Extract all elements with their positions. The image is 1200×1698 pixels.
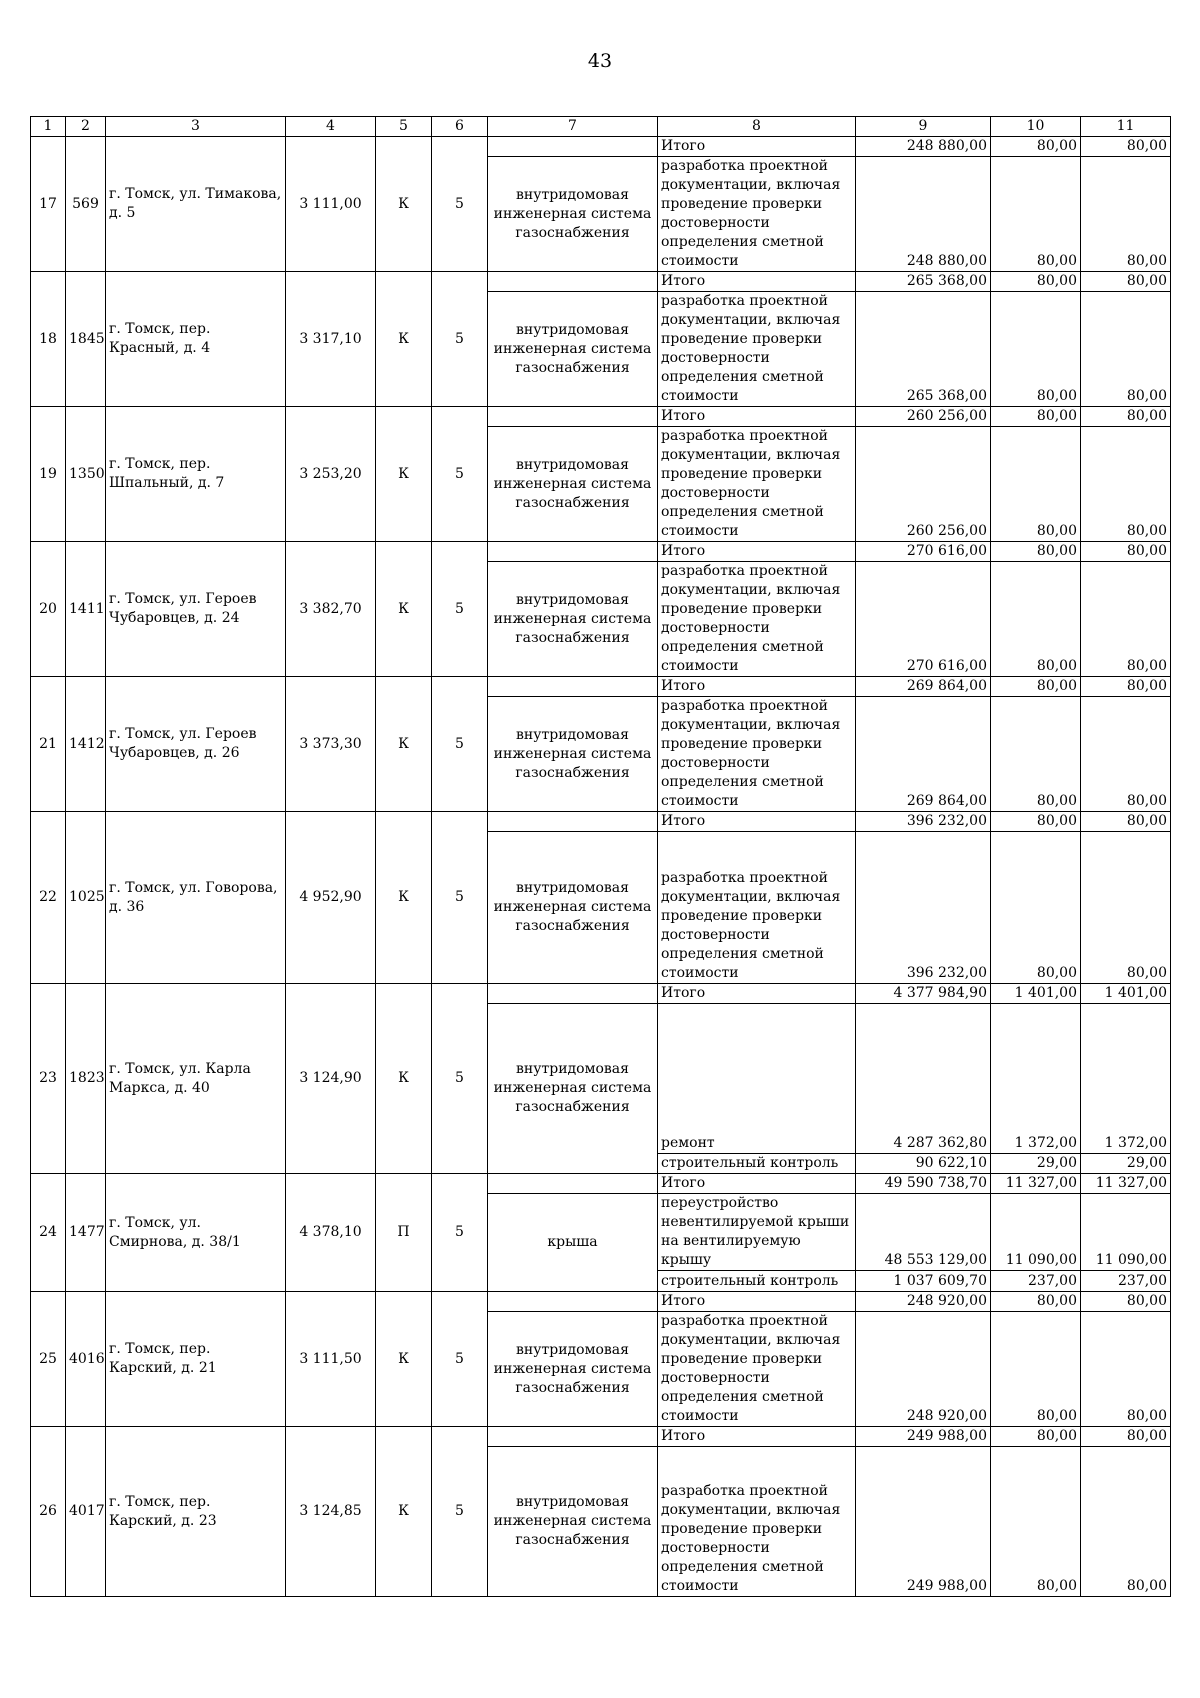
work-description: разработка проектной документации, включая проведение проверки достоверности определения сметной стоимости	[658, 1312, 856, 1427]
object-floors: 5	[432, 677, 488, 812]
work-col11: 80,00	[1081, 427, 1171, 542]
total-col11: 80,00	[1081, 1292, 1171, 1312]
column-number-11: 11	[1081, 117, 1171, 137]
object-floors: 5	[432, 812, 488, 984]
total-col10: 11 327,00	[991, 1174, 1081, 1194]
object-address: г. Томск, пер. Карский, д. 21	[106, 1292, 286, 1427]
object-address: г. Томск, пер. Красный, д. 4	[106, 272, 286, 407]
object-address: г. Томск, ул. Смирнова, д. 38/1	[106, 1174, 286, 1292]
total-col10: 80,00	[991, 137, 1081, 157]
work-col10: 80,00	[991, 1447, 1081, 1597]
work-cost: 248 920,00	[856, 1312, 991, 1427]
object-type: К	[376, 984, 432, 1174]
object-total-row	[31, 272, 1171, 292]
row-number: 23	[31, 984, 66, 1174]
work-col11: 80,00	[1081, 1447, 1171, 1597]
work-cost: 4 287 362,80	[856, 1004, 991, 1154]
total-col11: 80,00	[1081, 407, 1171, 427]
total-col11: 80,00	[1081, 137, 1171, 157]
system-name: внутридомовая инженерная система газоснабжения	[488, 427, 658, 542]
system-blank-cell	[488, 1427, 658, 1447]
column-number-10: 10	[991, 117, 1081, 137]
total-col11: 80,00	[1081, 677, 1171, 697]
object-floors: 5	[432, 542, 488, 677]
system-blank-cell	[488, 137, 658, 157]
work-cost: 270 616,00	[856, 562, 991, 677]
total-col10: 80,00	[991, 812, 1081, 832]
object-code: 1845	[66, 272, 106, 407]
total-cost: 260 256,00	[856, 407, 991, 427]
object-area: 3 111,00	[286, 137, 376, 272]
row-number: 19	[31, 407, 66, 542]
work-description: строительный контроль	[658, 1154, 856, 1174]
work-description: разработка проектной документации, включая проведение проверки достоверности определения сметной стоимости	[658, 562, 856, 677]
object-area: 3 124,90	[286, 984, 376, 1174]
total-col11: 80,00	[1081, 542, 1171, 562]
total-label: Итого	[658, 137, 856, 157]
object-total-row	[31, 407, 1171, 427]
work-col10: 80,00	[991, 1312, 1081, 1427]
total-col11: 80,00	[1081, 1427, 1171, 1447]
column-number-3: 3	[106, 117, 286, 137]
object-type: К	[376, 812, 432, 984]
object-total-row	[31, 137, 1171, 157]
object-type: К	[376, 677, 432, 812]
column-number-2: 2	[66, 117, 106, 137]
work-description: переустройство невентилируемой крыши на вентилируемую крышу	[658, 1194, 856, 1271]
object-address: г. Томск, ул. Тимакова, д. 5	[106, 137, 286, 272]
work-description: разработка проектной документации, включая проведение проверки достоверности определения сметной стоимости	[658, 1447, 856, 1597]
row-number: 26	[31, 1427, 66, 1597]
work-col10: 80,00	[991, 157, 1081, 272]
object-area: 3 382,70	[286, 542, 376, 677]
total-col11: 1 401,00	[1081, 984, 1171, 1004]
system-name: внутридомовая инженерная система газоснабжения	[488, 697, 658, 812]
object-code: 1412	[66, 677, 106, 812]
work-col11: 80,00	[1081, 1312, 1171, 1427]
work-col10: 80,00	[991, 697, 1081, 812]
header-row	[31, 117, 1171, 137]
system-name: внутридомовая инженерная система газоснабжения	[488, 292, 658, 407]
system-blank-cell	[488, 542, 658, 562]
object-code: 1350	[66, 407, 106, 542]
object-address: г. Томск, ул. Героев Чубаровцев, д. 26	[106, 677, 286, 812]
object-address: г. Томск, ул. Героев Чубаровцев, д. 24	[106, 542, 286, 677]
total-cost: 249 988,00	[856, 1427, 991, 1447]
work-description: разработка проектной документации, включая проведение проверки достоверности определения сметной стоимости	[658, 697, 856, 812]
total-label: Итого	[658, 1174, 856, 1194]
total-cost: 265 368,00	[856, 272, 991, 292]
total-col10: 80,00	[991, 542, 1081, 562]
object-floors: 5	[432, 272, 488, 407]
object-address: г. Томск, пер. Шпальный, д. 7	[106, 407, 286, 542]
system-blank-cell	[488, 984, 658, 1004]
object-code: 1411	[66, 542, 106, 677]
column-number-9: 9	[856, 117, 991, 137]
work-col10: 237,00	[991, 1271, 1081, 1292]
row-number: 18	[31, 272, 66, 407]
system-blank-cell	[488, 812, 658, 832]
work-cost: 396 232,00	[856, 832, 991, 984]
work-cost: 260 256,00	[856, 427, 991, 542]
object-area: 3 373,30	[286, 677, 376, 812]
total-col11: 80,00	[1081, 272, 1171, 292]
system-name: крыша	[488, 1194, 658, 1292]
repair-plan-table	[30, 116, 1171, 1597]
work-cost: 1 037 609,70	[856, 1271, 991, 1292]
total-cost: 270 616,00	[856, 542, 991, 562]
system-name: внутридомовая инженерная система газоснабжения	[488, 157, 658, 272]
work-col10: 80,00	[991, 292, 1081, 407]
total-col11: 11 327,00	[1081, 1174, 1171, 1194]
object-total-row	[31, 1427, 1171, 1447]
object-total-row	[31, 812, 1171, 832]
row-number: 21	[31, 677, 66, 812]
object-floors: 5	[432, 984, 488, 1174]
work-col10: 80,00	[991, 832, 1081, 984]
object-area: 3 317,10	[286, 272, 376, 407]
total-col10: 1 401,00	[991, 984, 1081, 1004]
total-col11: 80,00	[1081, 812, 1171, 832]
object-area: 3 253,20	[286, 407, 376, 542]
system-blank-cell	[488, 677, 658, 697]
object-address: г. Томск, ул. Карла Маркса, д. 40	[106, 984, 286, 1174]
work-cost: 90 622,10	[856, 1154, 991, 1174]
object-area: 3 124,85	[286, 1427, 376, 1597]
object-total-row	[31, 984, 1171, 1004]
total-cost: 396 232,00	[856, 812, 991, 832]
object-total-row	[31, 677, 1171, 697]
work-description: разработка проектной документации, включая проведение проверки достоверности определения сметной стоимости	[658, 292, 856, 407]
row-number: 22	[31, 812, 66, 984]
total-col10: 80,00	[991, 272, 1081, 292]
object-floors: 5	[432, 407, 488, 542]
system-blank-cell	[488, 407, 658, 427]
object-type: К	[376, 137, 432, 272]
total-label: Итого	[658, 1292, 856, 1312]
work-col11: 1 372,00	[1081, 1004, 1171, 1154]
object-area: 4 378,10	[286, 1174, 376, 1292]
object-total-row	[31, 542, 1171, 562]
total-col10: 80,00	[991, 407, 1081, 427]
object-code: 569	[66, 137, 106, 272]
object-code: 1823	[66, 984, 106, 1174]
total-label: Итого	[658, 812, 856, 832]
work-col11: 80,00	[1081, 292, 1171, 407]
object-type: К	[376, 542, 432, 677]
total-cost: 248 920,00	[856, 1292, 991, 1312]
work-col11: 80,00	[1081, 562, 1171, 677]
object-code: 4016	[66, 1292, 106, 1427]
row-number: 25	[31, 1292, 66, 1427]
work-col10: 80,00	[991, 427, 1081, 542]
page-number: 43	[587, 50, 613, 72]
row-number: 17	[31, 137, 66, 272]
object-area: 4 952,90	[286, 812, 376, 984]
work-cost: 249 988,00	[856, 1447, 991, 1597]
object-total-row	[31, 1292, 1171, 1312]
work-col10: 29,00	[991, 1154, 1081, 1174]
column-number-7: 7	[488, 117, 658, 137]
total-cost: 248 880,00	[856, 137, 991, 157]
total-label: Итого	[658, 1427, 856, 1447]
work-cost: 48 553 129,00	[856, 1194, 991, 1271]
system-name: внутридомовая инженерная система газоснабжения	[488, 832, 658, 984]
total-cost: 4 377 984,90	[856, 984, 991, 1004]
total-label: Итого	[658, 272, 856, 292]
object-type: К	[376, 272, 432, 407]
work-col11: 237,00	[1081, 1271, 1171, 1292]
total-col10: 80,00	[991, 1427, 1081, 1447]
work-col10: 80,00	[991, 562, 1081, 677]
work-col11: 80,00	[1081, 832, 1171, 984]
work-col11: 80,00	[1081, 157, 1171, 272]
system-blank-cell	[488, 1292, 658, 1312]
object-code: 1025	[66, 812, 106, 984]
total-cost: 49 590 738,70	[856, 1174, 991, 1194]
row-number: 20	[31, 542, 66, 677]
total-label: Итого	[658, 677, 856, 697]
system-blank-cell	[488, 272, 658, 292]
column-number-6: 6	[432, 117, 488, 137]
row-number: 24	[31, 1174, 66, 1292]
work-col10: 1 372,00	[991, 1004, 1081, 1154]
object-floors: 5	[432, 1292, 488, 1427]
object-type: К	[376, 1427, 432, 1597]
total-col10: 80,00	[991, 1292, 1081, 1312]
object-area: 3 111,50	[286, 1292, 376, 1427]
object-type: К	[376, 407, 432, 542]
system-blank-cell	[488, 1174, 658, 1194]
total-label: Итого	[658, 542, 856, 562]
work-description: разработка проектной документации, включая проведение проверки достоверности определения сметной стоимости	[658, 157, 856, 272]
system-name: внутридомовая инженерная система газоснабжения	[488, 1004, 658, 1174]
work-description: разработка проектной документации, включая проведение проверки достоверности определения сметной стоимости	[658, 832, 856, 984]
work-description: строительный контроль	[658, 1271, 856, 1292]
object-address: г. Томск, ул. Говорова, д. 36	[106, 812, 286, 984]
work-col10: 11 090,00	[991, 1194, 1081, 1271]
work-cost: 269 864,00	[856, 697, 991, 812]
column-number-5: 5	[376, 117, 432, 137]
object-total-row	[31, 1174, 1171, 1194]
column-number-1: 1	[31, 117, 66, 137]
column-number-4: 4	[286, 117, 376, 137]
total-label: Итого	[658, 984, 856, 1004]
system-name: внутридомовая инженерная система газоснабжения	[488, 562, 658, 677]
work-cost: 265 368,00	[856, 292, 991, 407]
object-address: г. Томск, пер. Карский, д. 23	[106, 1427, 286, 1597]
total-cost: 269 864,00	[856, 677, 991, 697]
object-code: 1477	[66, 1174, 106, 1292]
object-type: П	[376, 1174, 432, 1292]
work-col11: 80,00	[1081, 697, 1171, 812]
system-name: внутридомовая инженерная система газоснабжения	[488, 1312, 658, 1427]
work-description: разработка проектной документации, включая проведение проверки достоверности определения сметной стоимости	[658, 427, 856, 542]
column-number-8: 8	[658, 117, 856, 137]
system-name: внутридомовая инженерная система газоснабжения	[488, 1447, 658, 1597]
work-cost: 248 880,00	[856, 157, 991, 272]
object-floors: 5	[432, 137, 488, 272]
work-col11: 11 090,00	[1081, 1194, 1171, 1271]
object-floors: 5	[432, 1427, 488, 1597]
object-floors: 5	[432, 1174, 488, 1292]
total-col10: 80,00	[991, 677, 1081, 697]
work-description: ремонт	[658, 1004, 856, 1154]
object-code: 4017	[66, 1427, 106, 1597]
total-label: Итого	[658, 407, 856, 427]
object-type: К	[376, 1292, 432, 1427]
work-col11: 29,00	[1081, 1154, 1171, 1174]
